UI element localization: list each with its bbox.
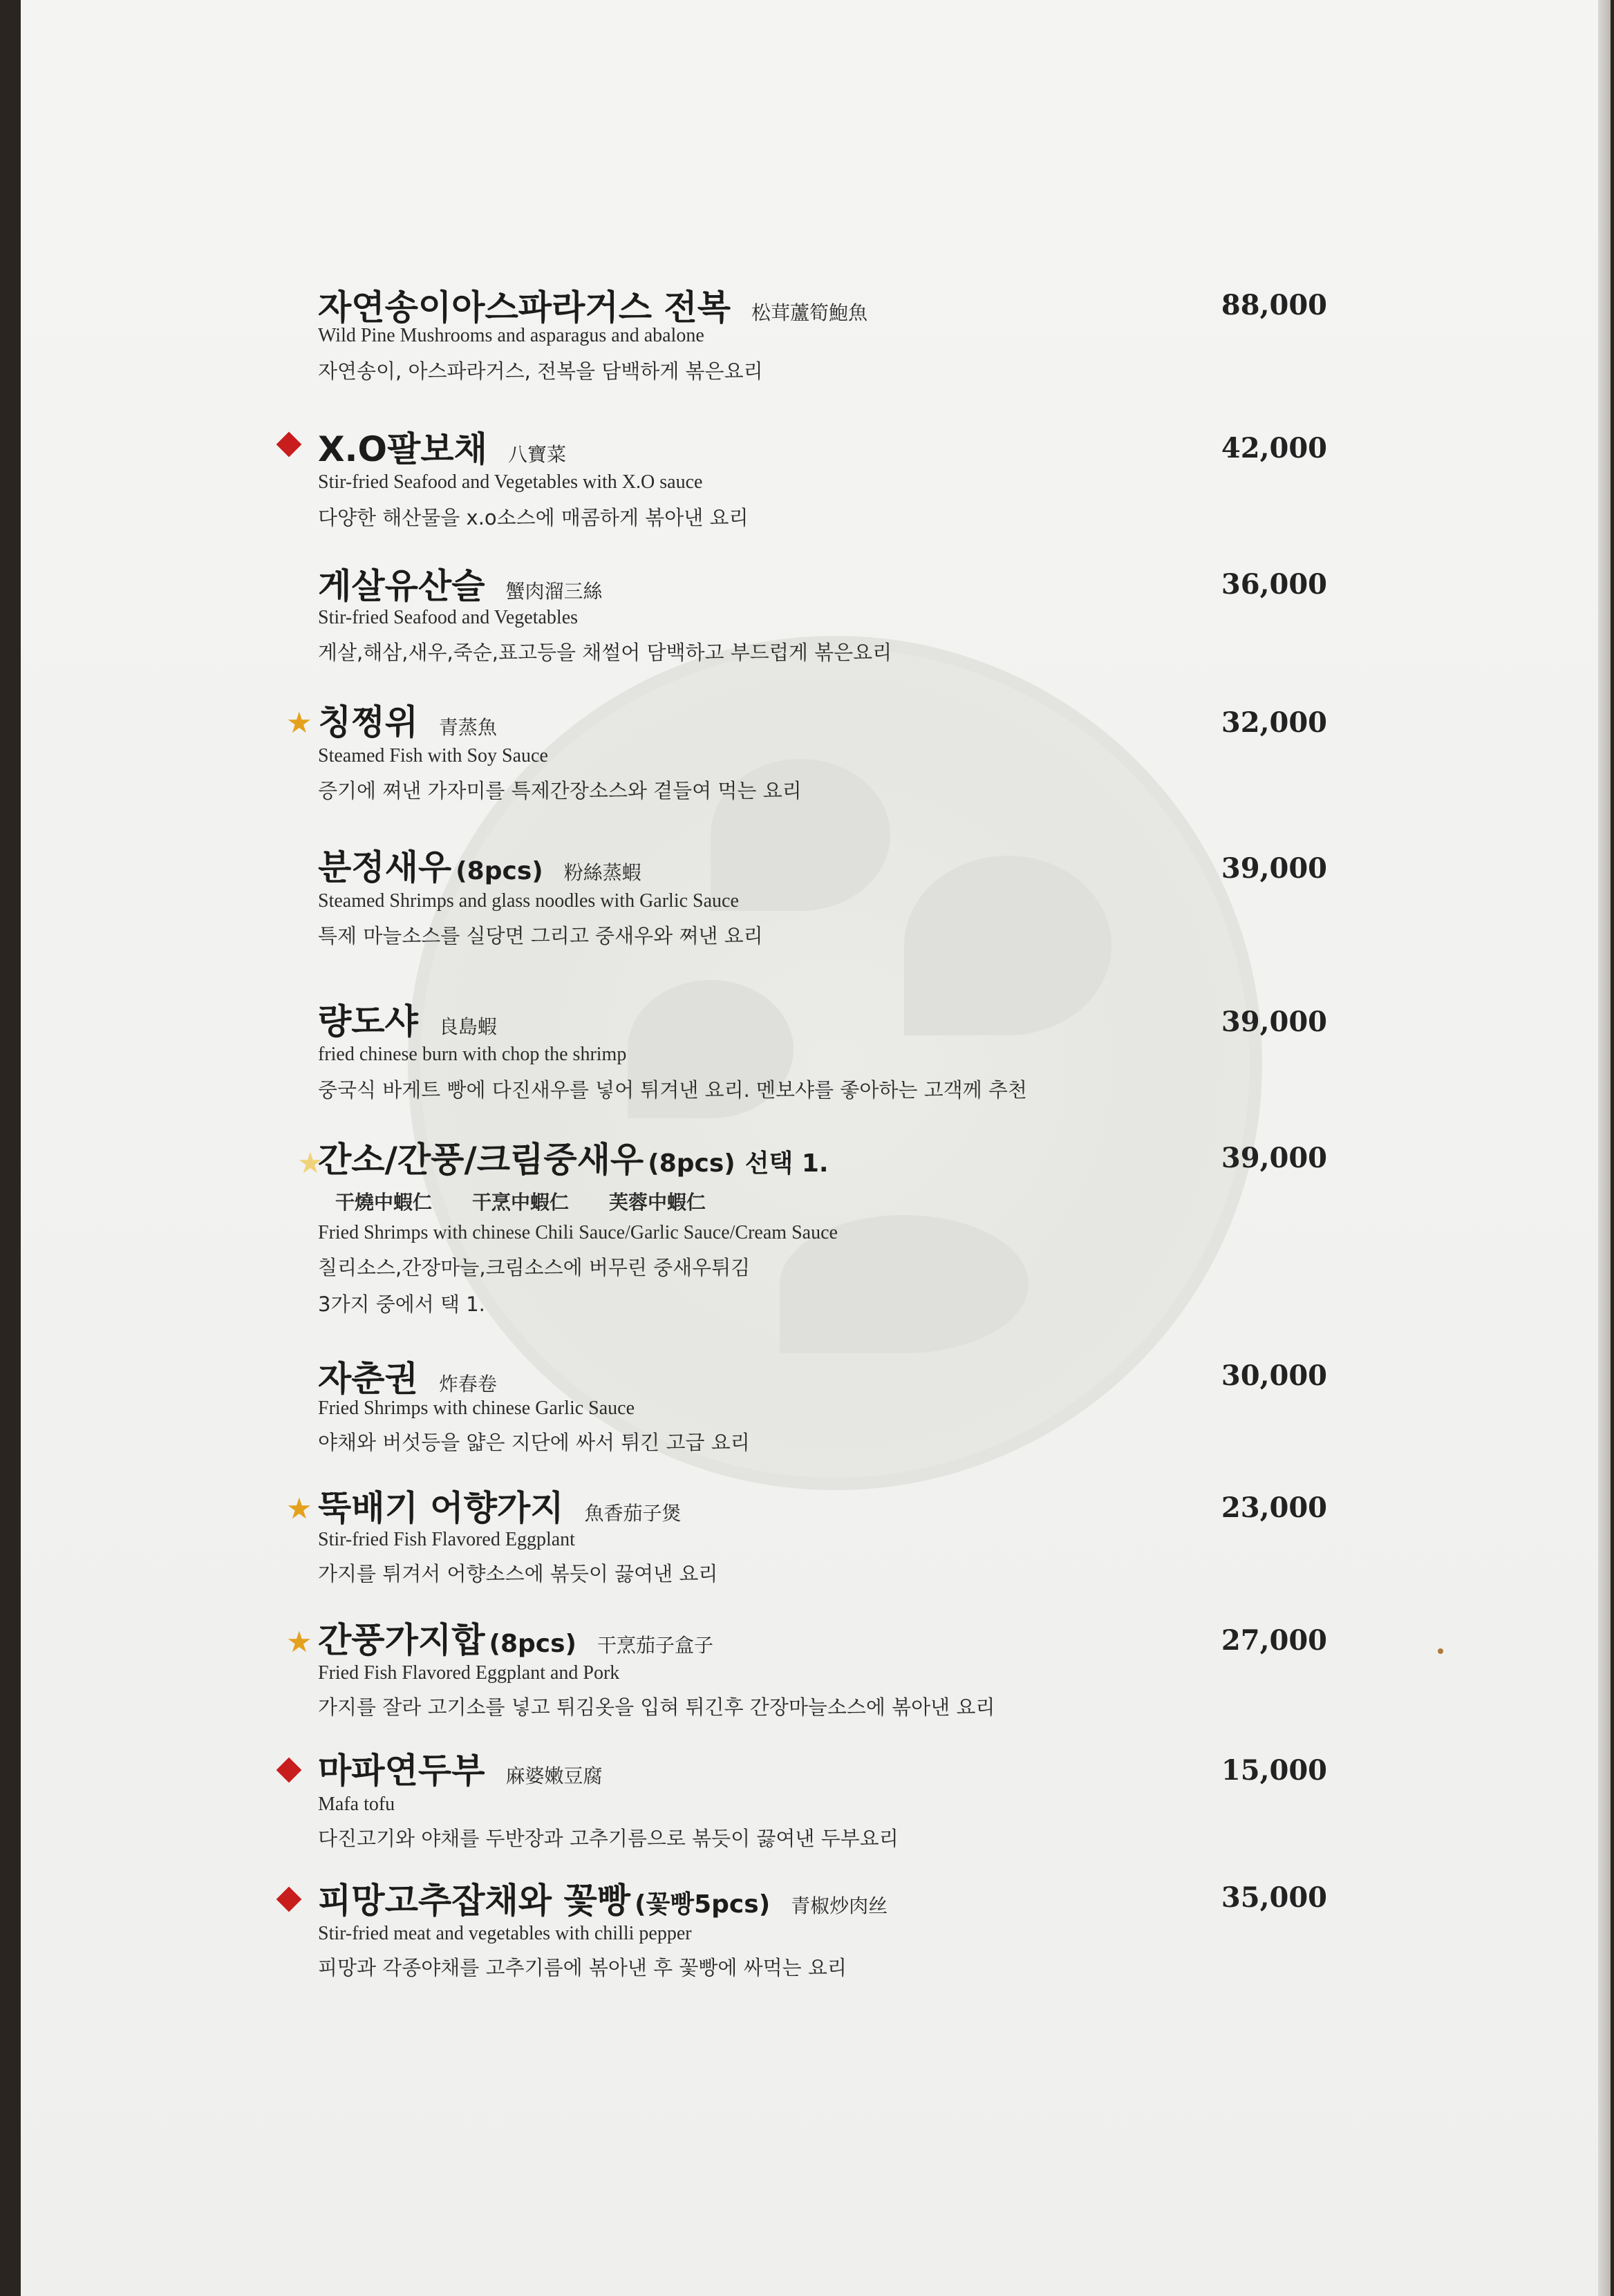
dish-price: 27,000 xyxy=(1221,1624,1327,1657)
dish-english: Steamed Fish with Soy Sauce xyxy=(318,745,548,766)
dish-english: Stir-fried Seafood and Vegetables xyxy=(318,607,579,628)
hanja-option: 干燒中蝦仁 xyxy=(335,1191,433,1214)
dish-description: 야채와 버섯등을 얇은 지단에 싸서 튀긴 고급 요리 xyxy=(318,1431,750,1454)
dish-name: 분정새우 (8pcs) 粉絲蒸蝦 xyxy=(318,847,641,887)
dish-size: (8pcs) xyxy=(489,1630,576,1658)
dish-english: Stir-fried Seafood and Vegetables with X.O sauce xyxy=(318,471,703,493)
hanja-option: 芙蓉中蝦仁 xyxy=(609,1191,706,1214)
signature-diamond-icon xyxy=(276,432,302,458)
dish-hanja: 八寶菜 xyxy=(507,443,566,466)
dish-description: 자연송이, 아스파라거스, 전복을 담백하게 볶은요리 xyxy=(318,359,763,383)
dish-description: 게살,해삼,새우,죽순,표고등을 채썰어 담백하고 부드럽게 볶은요리 xyxy=(318,641,892,664)
dish-description: 증기에 쪄낸 가자미를 특제간장소스와 곁들여 먹는 요리 xyxy=(318,779,802,802)
dish-english: Wild Pine Mushrooms and asparagus and abalone xyxy=(318,325,704,346)
dish-description: 다양한 해산물을 x.o소스에 매콤하게 볶아낸 요리 xyxy=(318,506,749,529)
dish-size: (8pcs) xyxy=(648,1149,735,1178)
dish-name: 칭쩡위 青蒸魚 xyxy=(318,702,497,742)
dish-hanja: 良島蝦 xyxy=(438,1015,497,1038)
dish-hanja: 青椒炒肉丝 xyxy=(791,1894,888,1917)
dish-choice: 선택 1. xyxy=(744,1149,829,1178)
recommend-star-icon: ★ xyxy=(286,1625,312,1659)
dish-description: 칠리소스,간장마늘,크림소스에 버무린 중새우튀김 xyxy=(318,1256,751,1279)
page-edge xyxy=(1598,0,1611,2296)
dish-price: 39,000 xyxy=(1221,1006,1327,1038)
dish-description: 다진고기와 야채를 두반장과 고추기름으로 볶듯이 끓여낸 두부요리 xyxy=(318,1827,899,1850)
dish-size: (꽃빵5pcs) xyxy=(635,1890,771,1919)
dish-hanja: 麻婆嫩豆腐 xyxy=(505,1765,603,1787)
dish-english: Fried Shrimps with chinese Garlic Sauce xyxy=(318,1398,635,1419)
dish-name: 마파연두부 麻婆嫩豆腐 xyxy=(318,1751,603,1791)
emblem-leaf xyxy=(904,856,1111,1035)
dish-price: 88,000 xyxy=(1221,289,1327,321)
dish-name: 간풍가지합 (8pcs) 干烹茄子盒子 xyxy=(318,1620,714,1660)
dish-price: 36,000 xyxy=(1221,568,1327,601)
dish-price: 30,000 xyxy=(1221,1359,1327,1392)
recommend-star-icon: ★ xyxy=(286,706,312,740)
dish-name: 피망고추잡채와 꽃빵 (꽃빵5pcs) 青椒炒肉丝 xyxy=(318,1881,888,1921)
dish-description: 피망과 각종야채를 고추기름에 볶아낸 후 꽃빵에 싸먹는 요리 xyxy=(318,1956,847,1979)
dish-price: 39,000 xyxy=(1221,852,1327,885)
dish-description: 가지를 튀겨서 어향소스에 볶듯이 끓여낸 요리 xyxy=(318,1562,718,1585)
dish-description-note: 3가지 중에서 택 1. xyxy=(318,1292,485,1316)
dish-price: 15,000 xyxy=(1221,1754,1327,1787)
menu-page xyxy=(21,0,1611,2296)
dish-english: Stir-fried Fish Flavored Eggplant xyxy=(318,1529,575,1550)
speck xyxy=(1438,1648,1443,1654)
dish-name: 간소/간풍/크림중새우 (8pcs) 선택 1. xyxy=(318,1140,829,1180)
dish-name: 자연송이아스파라거스 전복 松茸蘆筍鮑魚 xyxy=(318,288,868,328)
dish-hanja-options xyxy=(335,1187,746,1215)
hanja-option: 干烹中蝦仁 xyxy=(472,1191,570,1214)
dish-hanja: 干烹茄子盒子 xyxy=(597,1634,714,1657)
dish-english: Fried Fish Flavored Eggplant and Pork xyxy=(318,1662,620,1684)
dish-english: Mafa tofu xyxy=(318,1794,395,1815)
dish-english: Steamed Shrimps and glass noodles with Garlic Sauce xyxy=(318,890,739,912)
dish-description: 특제 마늘소스를 실당면 그리고 중새우와 쪄낸 요리 xyxy=(318,924,763,948)
dish-description: 중국식 바게트 빵에 다진새우를 넣어 튀겨낸 요리. 멘보샤를 좋아하는 고객께 추천 xyxy=(318,1078,1027,1102)
dish-english: fried chinese burn with chop the shrimp xyxy=(318,1044,627,1065)
dish-name: 자춘권 炸春卷 xyxy=(318,1359,497,1399)
dish-size: (8pcs) xyxy=(456,857,543,885)
dish-hanja: 蟹肉溜三絲 xyxy=(505,580,603,603)
dish-name: 게살유산슬 蟹肉溜三絲 xyxy=(318,566,603,606)
dish-hanja: 炸春卷 xyxy=(438,1373,497,1395)
recommend-star-icon: ★ xyxy=(297,1146,323,1180)
dish-english: Fried Shrimps with chinese Chili Sauce/Garlic Sauce/Cream Sauce xyxy=(318,1222,838,1243)
dish-price: 39,000 xyxy=(1221,1142,1327,1174)
recommend-star-icon: ★ xyxy=(286,1492,312,1525)
dish-name: 뚝배기 어향가지 魚香茄子煲 xyxy=(318,1488,682,1528)
dish-hanja: 松茸蘆筍鮑魚 xyxy=(751,301,868,324)
dish-price: 35,000 xyxy=(1221,1881,1327,1914)
signature-diamond-icon xyxy=(276,1887,302,1912)
dish-price: 42,000 xyxy=(1221,432,1327,464)
dish-description: 가지를 잘라 고기소를 넣고 튀김옷을 입혀 튀긴후 간장마늘소스에 볶아낸 요리 xyxy=(318,1695,995,1719)
dish-english: Stir-fried meat and vegetables with chilli pepper xyxy=(318,1923,692,1944)
dish-name: X.O팔보채 八寶菜 xyxy=(318,429,566,469)
dish-hanja: 青蒸魚 xyxy=(438,716,497,739)
dish-hanja: 粉絲蒸蝦 xyxy=(563,861,641,884)
dish-hanja: 魚香茄子煲 xyxy=(584,1502,682,1525)
dish-price: 32,000 xyxy=(1221,706,1327,739)
dish-name: 량도샤 良島蝦 xyxy=(318,1001,497,1042)
dish-price: 23,000 xyxy=(1221,1492,1327,1524)
signature-diamond-icon xyxy=(276,1758,302,1783)
